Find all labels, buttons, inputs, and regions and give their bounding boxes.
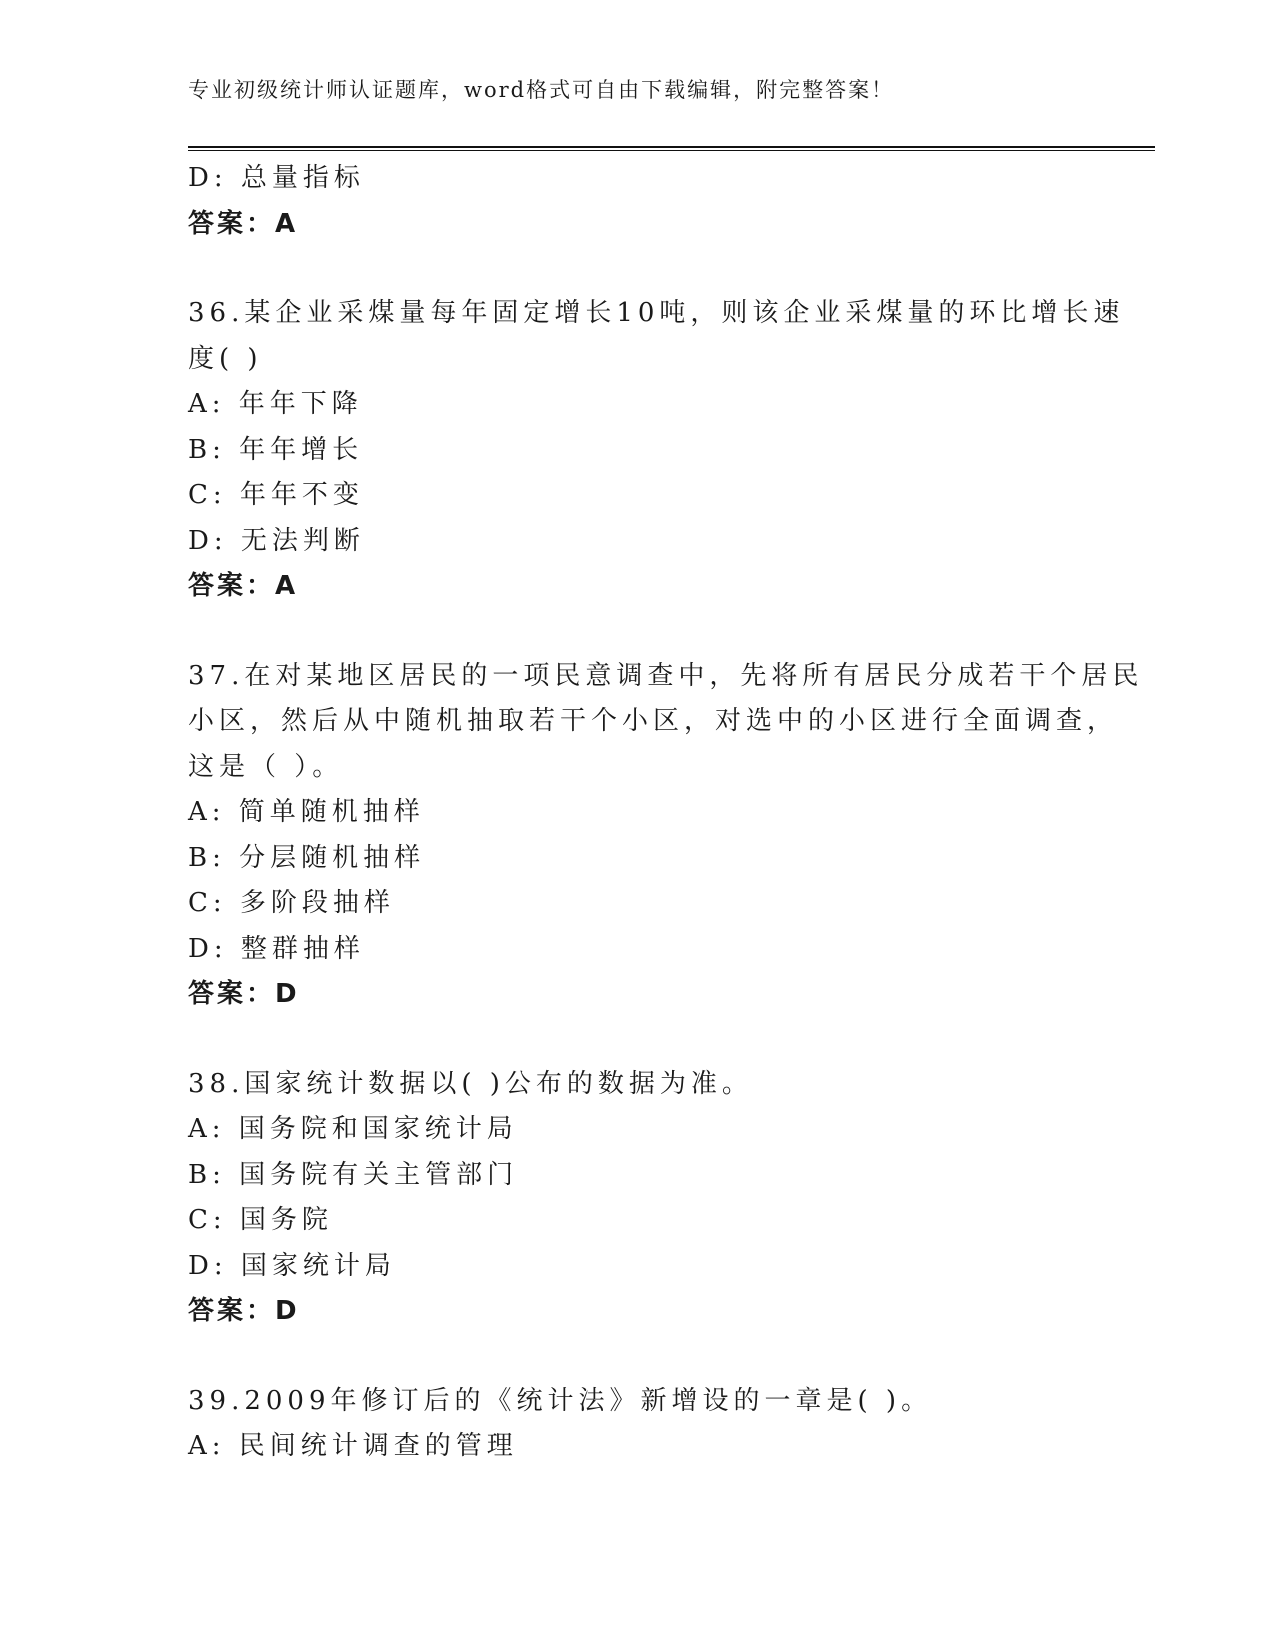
- spacer: [188, 247, 1088, 291]
- answer-line: 答案：A: [188, 571, 299, 601]
- option-line: B: 分层随机抽样: [188, 842, 426, 873]
- question-stem: 小区，然后从中随机抽取若干个小区，对选中的小区进行全面调查，: [188, 706, 1119, 736]
- spacer: [188, 1335, 1088, 1379]
- spacer: [188, 610, 1088, 654]
- option-line: D: 总量指标: [188, 163, 365, 193]
- question-37: [188, 654, 1144, 1018]
- option-line: C: 多阶段抽样: [188, 888, 395, 918]
- option-line: A: 国务院和国家统计局: [188, 1114, 518, 1144]
- spacer: [188, 1018, 1088, 1062]
- question-stem: 度( ): [188, 343, 263, 374]
- question-39: [188, 1379, 1088, 1470]
- page-header: 专业初级统计师认证题库，word格式可自由下载编辑，附完整答案！: [188, 78, 895, 102]
- question-36: [188, 291, 1125, 610]
- option-line: C: 年年不变: [188, 480, 364, 510]
- option-line: D: 国家统计局: [188, 1250, 396, 1281]
- header-divider: [188, 146, 1155, 151]
- question-stem: 39.2009年修订后的《统计法》新增设的一章是( )。: [188, 1385, 933, 1416]
- answer-line: 答案：A: [188, 208, 299, 239]
- option-line: D: 整群抽样: [188, 933, 365, 964]
- option-line: A: 年年下降: [188, 389, 363, 419]
- option-line: A: 简单随机抽样: [188, 797, 425, 827]
- question-stem: 36.某企业采煤量每年固定增长10吨，则该企业采煤量的环比增长速: [188, 298, 1125, 328]
- question-38: [188, 1062, 1088, 1335]
- question-stem: 这是（ ）。: [188, 751, 344, 782]
- option-line: C: 国务院: [188, 1205, 333, 1235]
- answer-line: 答案：D: [188, 979, 300, 1009]
- question-stem: 38.国家统计数据以( )公布的数据为准。: [188, 1068, 753, 1099]
- option-line: B: 国务院有关主管部门: [188, 1159, 519, 1190]
- option-line: B: 年年增长: [188, 434, 364, 465]
- option-line: A: 民间统计调查的管理: [188, 1431, 518, 1461]
- question-stem: 37.在对某地区居民的一项民意调查中，先将所有居民分成若干个居民: [188, 660, 1144, 691]
- option-line: D: 无法判断: [188, 525, 365, 556]
- answer-line: 答案：D: [188, 1296, 300, 1326]
- question-body: [188, 156, 1144, 1470]
